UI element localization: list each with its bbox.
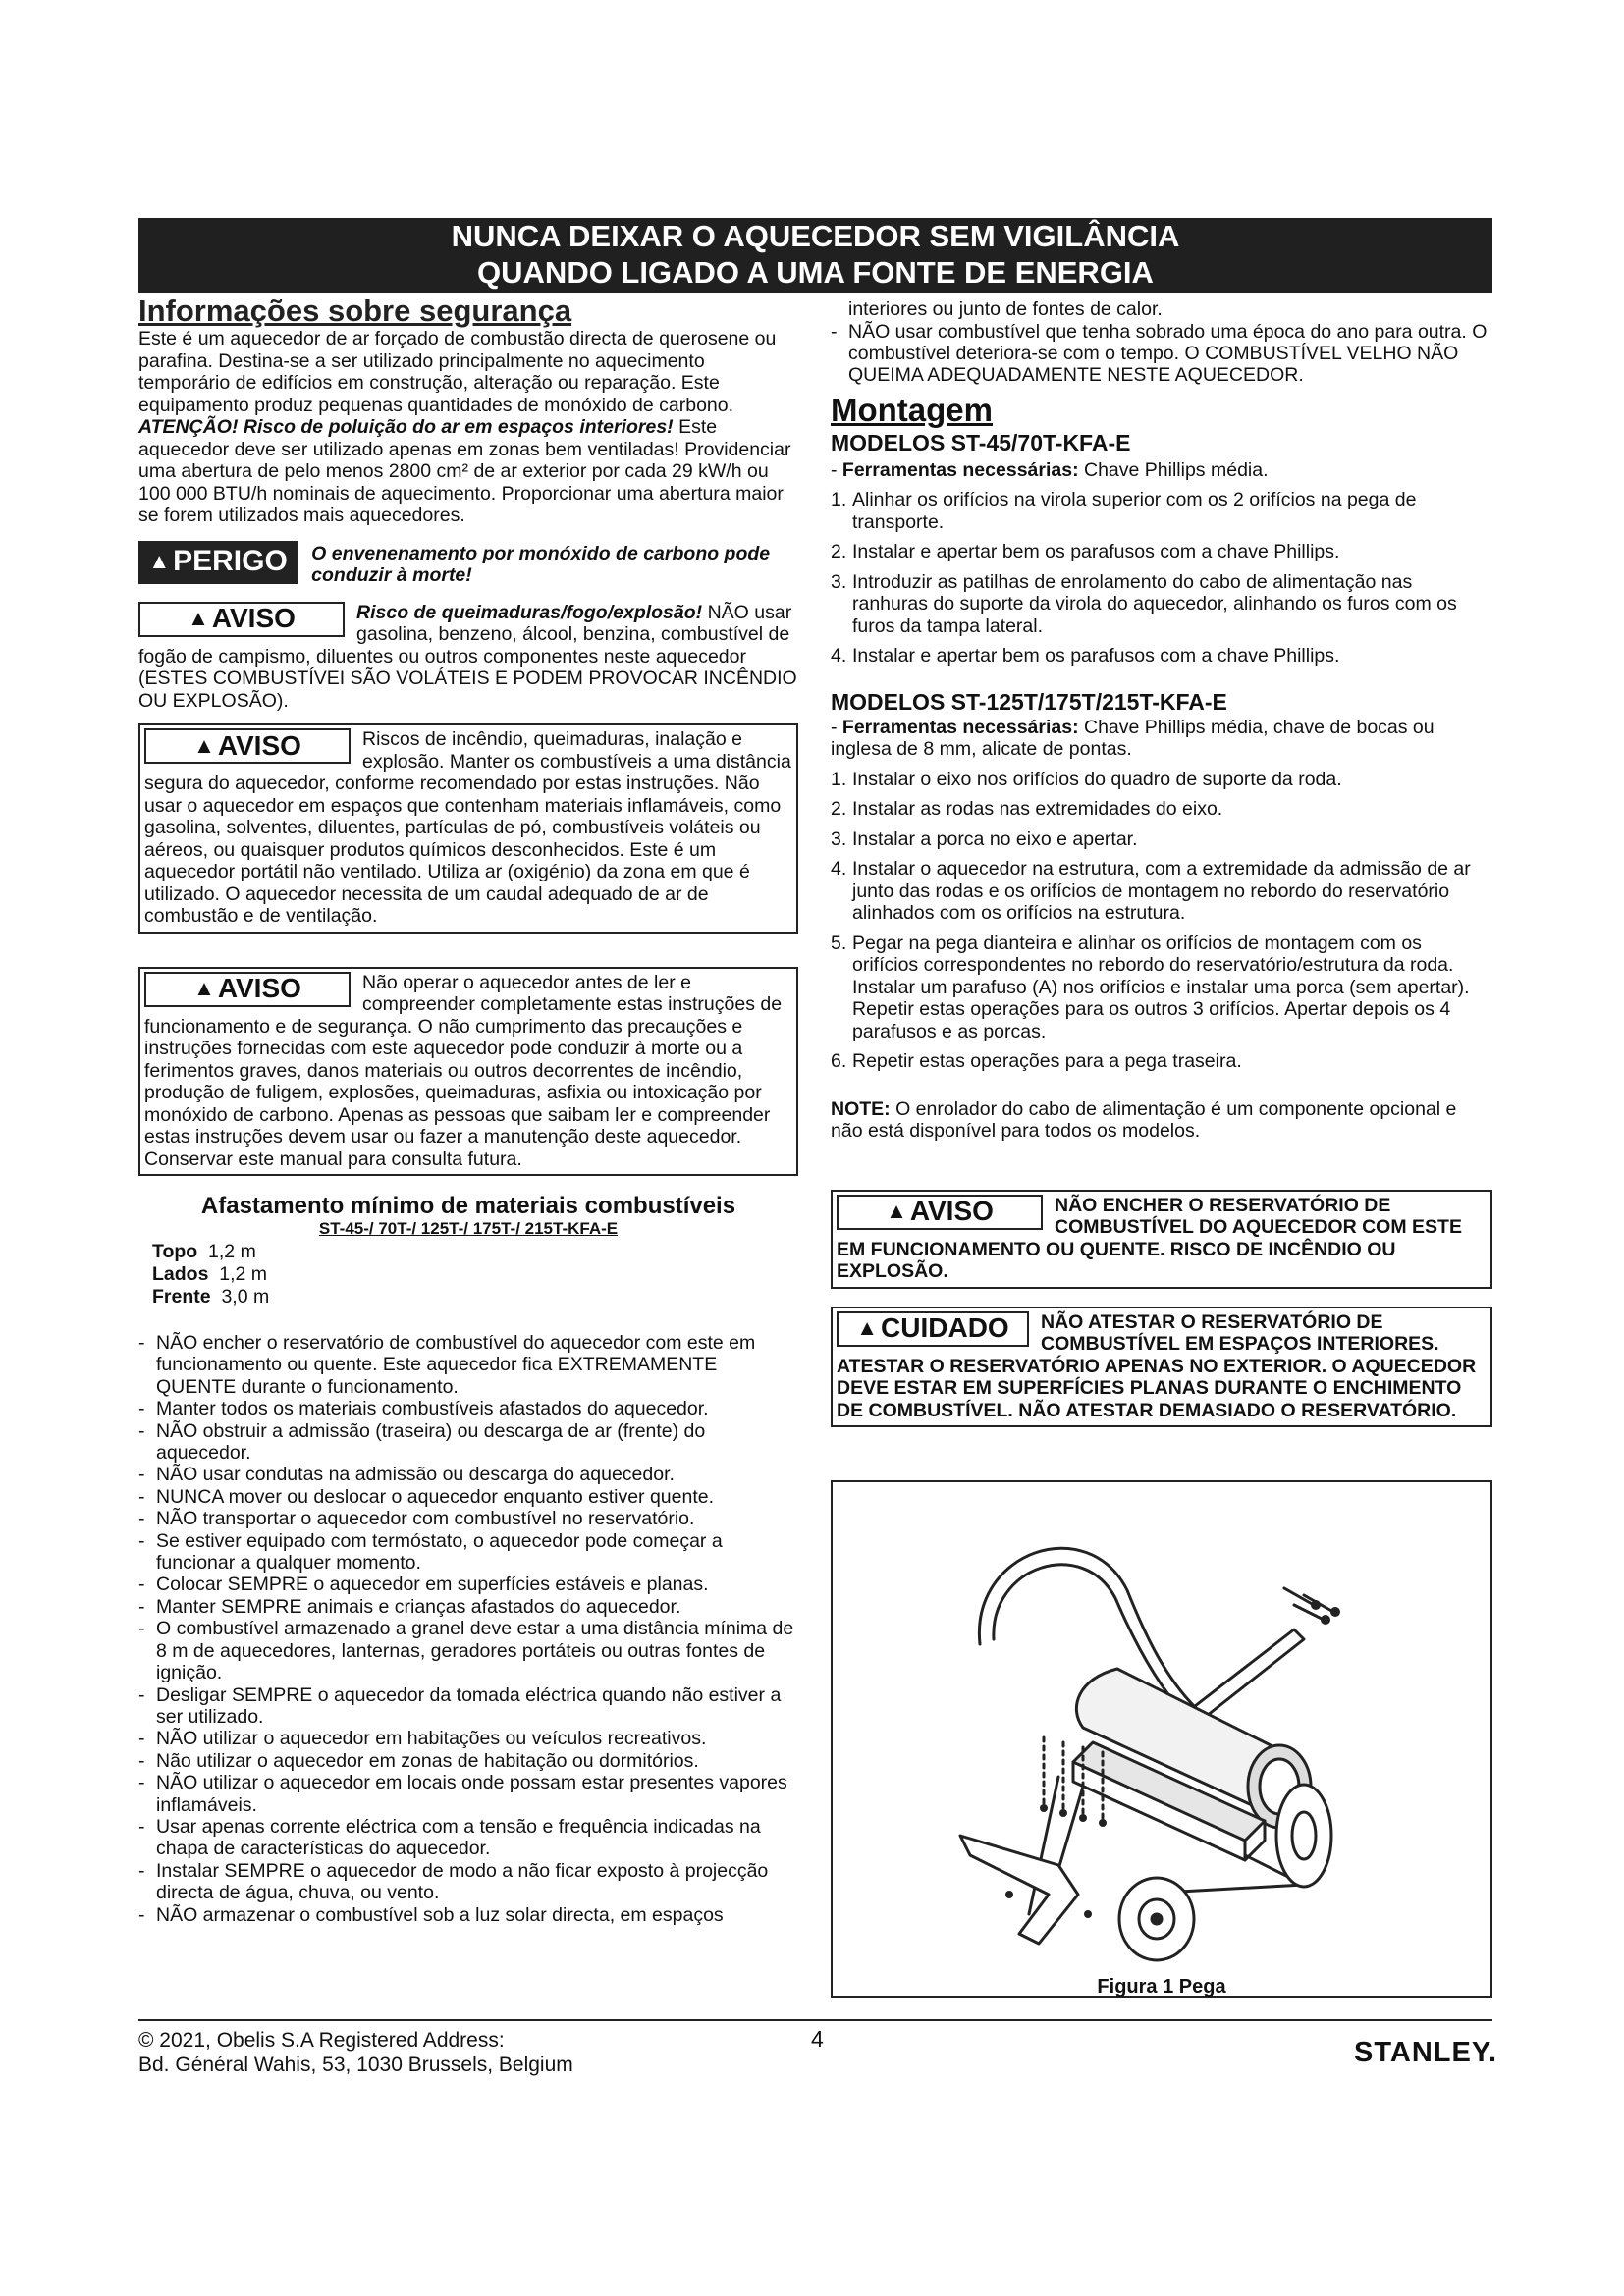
aviso-body-1: NÃO usar gasolina, benzeno, álcool, benzina, combustível de fogão de campismo, diluentes ou outros componentes neste aquecedor (ESTES COMBUSTÍVEI SÃO VOLÁTEIS E PODEM PROVOCAR INCÊNDIO OU EXPLOSÃO).: [138, 601, 797, 712]
aviso-badge-label: AVISO: [217, 729, 301, 761]
model-b-steps: [831, 769, 1492, 1073]
cuidado-warning: [831, 1307, 1492, 1428]
aviso-badge-4: [837, 1195, 1043, 1230]
step-number: 1.: [831, 768, 847, 790]
aviso-text-4: NÃO ENCHER O RESERVATÓRIO DE COMBUSTÍVEL DO AQUECEDOR COM ESTE EM FUNCIONAMENTO OU QUENTE. RISCO DE INCÊNDIO OU EXPLOSÃO.: [837, 1194, 1462, 1283]
list-item: [831, 541, 1492, 563]
right-precautions-list: [831, 321, 1492, 387]
clearance-value: 1,2 m: [208, 1241, 256, 1262]
tools-text: Chave Phillips média, chave de bocas ou inglesa de 8 mm, alicate de pontas.: [831, 716, 1435, 761]
banner-line-1: NUNCA DEIXAR O AQUECEDOR SEM VIGILÂNCIA: [451, 219, 1180, 253]
cuidado-text: NÃO ATESTAR O RESERVATÓRIO DE COMBUSTÍVEL EM ESPAÇOS INTERIORES. ATESTAR O RESERVATÓRIO APENAS NO EXTERIOR. O AQUECEDOR DEVE ESTAR EM SUPERFÍCIES PLANAS DURANTE O ENCHIMENTO DE COMBUSTÍVEL. NÃO ATESTAR DEMASIADO O RESERVATÓRIO.: [837, 1310, 1477, 1421]
clearance-value: 1,2 m: [219, 1263, 268, 1285]
list-item: - NÃO transportar o aquecedor com combustível no reservatório.: [138, 1508, 798, 1529]
perigo-badge: [138, 541, 298, 584]
safety-intro-plain: Este é um aquecedor de ar forçado de combustão directa de querosene ou parafina. Destina-se a ser utilizado principalmente no aquecimento temporário de edifícios em construção, alteração ou reparação. Este equipamento produz pequenas quantidades de monóxido de carbono.: [138, 328, 777, 416]
aviso-warning-3: [138, 967, 798, 1177]
warning-triangle-icon: ▲: [193, 732, 215, 758]
clearance-value: 3,0 m: [221, 1286, 270, 1308]
step-text: Instalar e apertar bem os parafusos com a chave Phillips.: [852, 645, 1340, 667]
aviso-badge-label: AVISO: [211, 603, 296, 634]
list-item: - O combustível armazenado a granel deve estar a uma distância mínima de 8 m de aquecedores, lanternas, geradores portáteis ou outras fontes de ignição.: [138, 1618, 798, 1683]
list-item: - Usar apenas corrente eléctrica com a tensão e frequência indicadas na chapa de características do aquecedor.: [138, 1816, 798, 1860]
model-a-tools: - Ferramentas necessárias: Chave Phillips média.: [831, 458, 1269, 481]
list-item: - NÃO utilizar o aquecedor em habitações ou veículos recreativos.: [138, 1728, 798, 1749]
aviso-warning-4: [831, 1190, 1492, 1289]
model-b-title: MODELOS ST-125T/175T/215T-KFA-E: [831, 688, 1227, 715]
step-text: Pegar na pega dianteira e alinhar os orifícios de montagem com os orifícios correspondentes no rebordo do reservatório/estrutura da roda. Instalar um parafuso (A) nos orifícios e instalar uma porca (sem apertar). Repetir estas operações para os outros 3 orifícios. Apertar depois os 4 parafusos e as porcas.: [852, 932, 1470, 1042]
heater-assembly-illustration: [833, 1482, 1490, 1968]
clearance-models: ST-45-/ 70T-/ 125T-/ 175T-/ 215T-KFA-E: [318, 1219, 619, 1238]
perigo-text: O envenenamento por monóxido de carbono pode conduzir à morte!: [311, 542, 771, 586]
list-item: [831, 933, 1492, 1043]
cuidado-badge-label: CUIDADO: [881, 1312, 1009, 1344]
aviso-badge-1: [138, 602, 345, 637]
step-text: Instalar a porca no eixo e apertar.: [852, 828, 1138, 850]
model-b-tools: - Ferramentas necessárias: Chave Phillips média, chave de bocas ou inglesa de 8 mm, alicate de pontas.: [831, 716, 1435, 761]
list-item: - Se estiver equipado com termóstato, o aquecedor pode começar a funcionar a qualquer momento.: [138, 1530, 798, 1575]
list-item: [831, 828, 1492, 851]
list-item: - NÃO usar condutas na admissão ou descarga do aquecedor.: [138, 1464, 798, 1485]
step-text: Instalar o eixo nos orifícios do quadro de suporte da roda.: [852, 768, 1342, 790]
list-item: [831, 645, 1492, 667]
list-item: [831, 571, 1492, 638]
list-item: - Instalar SEMPRE o aquecedor de modo a não ficar exposto à projecção directa de água, chuva, ou vento.: [138, 1860, 798, 1904]
safety-heading: Informações sobre segurança: [138, 294, 572, 328]
safety-intro-tail: Este aquecedor deve ser utilizado apenas em zonas bem ventiladas! Providenciar uma abertura de pelo menos 2800 cm² de ar exterior por cada 29 kW/h ou 100 000 BTU/h nominais de aquecimento. Proporcionar uma abertura maior se forem utilizados mais aquecedores.: [138, 416, 791, 526]
step-text: Instalar as rodas nas extremidades do eixo.: [852, 798, 1223, 821]
list-item: [831, 1050, 1492, 1073]
tools-text: Chave Phillips média.: [1078, 458, 1269, 481]
warning-triangle-icon: ▲: [856, 1315, 879, 1341]
footer-address: [138, 2028, 573, 2077]
page-number: 4: [811, 2026, 824, 2052]
aviso-text-3: Não operar o aquecedor antes de ler e compreender completamente estas instruções de funcionamento e de segurança. O não cumprimento das precauções e instruções fornecidas com este aquecedor pode conduzir à morte ou a ferimentos graves, danos materiais ou outros decorrentes de incêndio, produção de fuligem, explosões, queimaduras, asfixia ou intoxicação por monóxido de carbono. Apenas as pessoas que saibam ler e compreender estas instruções devem usar ou fazer a manutenção deste aquecedor. Conservar este manual para consulta futura.: [144, 971, 783, 1170]
step-number: 2.: [831, 541, 847, 563]
list-item: [831, 798, 1492, 821]
banner-line-2: QUANDO LIGADO A UMA FONTE DE ENERGIA: [477, 255, 1154, 290]
clearance-row: [152, 1286, 798, 1308]
note-label: NOTE:: [831, 1097, 891, 1120]
step-number: 2.: [831, 798, 847, 821]
clearance-label: Frente: [152, 1286, 211, 1308]
list-item: - Manter SEMPRE animais e crianças afastados do aquecedor.: [138, 1596, 798, 1618]
step-number: 4.: [831, 645, 847, 667]
aviso-text-2: Riscos de incêndio, queimaduras, inalação e explosão. Manter os combustíveis a uma distância segura do aquecedor, conforme recomendado por estas instruções. Não usar o aquecedor em espaços que contenham materiais inflamáveis, como gasolina, solventes, diluentes, partículas de pó, combustíveis voláteis ou aéreos, ou quaisquer produtos químicos desconhecidos. Este é um aquecedor portátil não ventilado. Utiliza ar (oxigénio) da zona em que é utilizado. O aquecedor necessita de um caudal adequado de ar de combustão e de ventilação.: [144, 728, 791, 927]
step-number: 5.: [831, 932, 847, 954]
clearance-label: Lados: [152, 1263, 209, 1285]
list-item: - Colocar SEMPRE o aquecedor em superfícies estáveis e planas.: [138, 1574, 798, 1595]
aviso-badge-label: AVISO: [909, 1196, 994, 1227]
step-text: Repetir estas operações para a pega traseira.: [852, 1050, 1242, 1073]
warning-triangle-icon: ▲: [148, 549, 171, 574]
aviso-badge-2: [144, 728, 351, 764]
assembly-note: [831, 1098, 1492, 1143]
precautions-list: [138, 1332, 798, 1926]
montagem-heading: Montagem: [831, 391, 993, 428]
list-item: - NÃO encher o reservatório de combustível do aquecedor com este em funcionamento ou quente. Este aquecedor fica EXTREMAMENTE QUENTE durante o funcionamento.: [138, 1332, 798, 1398]
warning-triangle-icon: ▲: [193, 976, 215, 1001]
model-a-steps: [831, 489, 1492, 667]
tools-label: Ferramentas necessárias:: [841, 716, 1079, 738]
aviso-warning-1: [138, 602, 798, 713]
step-number: 6.: [831, 1050, 847, 1073]
warning-triangle-icon: ▲: [188, 606, 209, 631]
header-banner: [138, 218, 1492, 293]
figure-box: [831, 1480, 1492, 1998]
step-number: 1.: [831, 489, 847, 511]
model-a-title: MODELOS ST-45/70T-KFA-E: [831, 429, 1131, 455]
footer-divider: [138, 2019, 1492, 2021]
right-column: [831, 294, 1492, 1427]
list-item: [831, 858, 1492, 925]
list-item: - NÃO armazenar o combustível sob a luz solar directa, em espaços: [138, 1904, 798, 1926]
stanley-logo: STANLEY.: [1354, 2037, 1498, 2068]
step-number: 4.: [831, 858, 847, 881]
left-column: [138, 294, 798, 1926]
clearance-title: Afastamento mínimo de materiais combustíveis: [200, 1193, 736, 1219]
step-number: 3.: [831, 570, 847, 593]
aviso-badge-label: AVISO: [217, 973, 301, 1004]
list-item: - NÃO obstruir a admissão (traseira) ou descarga de ar (frente) do aquecedor.: [138, 1420, 798, 1465]
step-text: Instalar o aquecedor na estrutura, com a extremidade da admissão de ar junto das rodas e os orifícios de montagem no rebordo do reservatório alinhados com os orifícios na estrutura.: [852, 858, 1471, 925]
list-item: - Manter todos os materiais combustíveis afastados do aquecedor.: [138, 1398, 798, 1419]
warning-triangle-icon: ▲: [886, 1199, 907, 1224]
list-item: - NÃO utilizar o aquecedor em locais onde possam estar presentes vapores inflamáveis.: [138, 1772, 798, 1816]
cuidado-badge: [837, 1311, 1029, 1347]
clearance-row: [152, 1263, 798, 1286]
list-item: - NÃO usar combustível que tenha sobrado uma época do ano para outra. O combustível deteriora-se com o tempo. O COMBUSTÍVEL VELHO NÃO QUEIMA ADEQUADAMENTE NESTE AQUECEDOR.: [831, 321, 1492, 387]
clearance-row: [152, 1241, 798, 1263]
aviso-warning-2: [138, 723, 798, 934]
perigo-warning: [138, 541, 798, 586]
perigo-badge-label: PERIGO: [173, 545, 288, 578]
figure-caption: Figura 1 Pega: [1097, 1975, 1226, 1998]
safety-intro: [138, 328, 798, 527]
list-item: - Não utilizar o aquecedor em zonas de habitação ou dormitórios.: [138, 1750, 798, 1772]
list-item: - Desligar SEMPRE o aquecedor da tomada eléctrica quando não estiver a ser utilizado.: [138, 1684, 798, 1729]
step-number: 3.: [831, 828, 847, 850]
continued-text: interiores ou junto de fontes de calor.: [848, 298, 1163, 320]
tools-label: Ferramentas necessárias:: [841, 458, 1079, 481]
aviso-badge-3: [144, 972, 351, 1007]
list-item: - NUNCA mover ou deslocar o aquecedor enquanto estiver quente.: [138, 1486, 798, 1508]
list-item: [831, 489, 1492, 533]
footer-address-line: Bd. Général Wahis, 53, 1030 Brussels, Belgium: [138, 2054, 573, 2076]
footer-copyright: © 2021, Obelis S.A Registered Address:: [138, 2029, 505, 2052]
clearance-label: Topo: [152, 1241, 198, 1262]
note-text: O enrolador do cabo de alimentação é um componente opcional e não está disponível para todos os modelos.: [831, 1097, 1457, 1143]
step-text: Instalar e apertar bem os parafusos com a chave Phillips.: [852, 541, 1340, 563]
clearance-table: [152, 1241, 798, 1308]
list-item: [831, 769, 1492, 791]
safety-intro-bold: ATENÇÃO! Risco de poluição do ar em espaços interiores!: [138, 416, 674, 438]
step-text: Alinhar os orifícios na virola superior com os 2 orifícios na pega de transporte.: [852, 489, 1417, 533]
aviso-bold-1: Risco de queimaduras/fogo/explosão!: [356, 601, 703, 623]
step-text: Introduzir as patilhas de enrolamento do cabo de alimentação nas ranhuras do suporte da virola do aquecedor, alinhando os furos com os furos da tampa lateral.: [852, 570, 1457, 637]
